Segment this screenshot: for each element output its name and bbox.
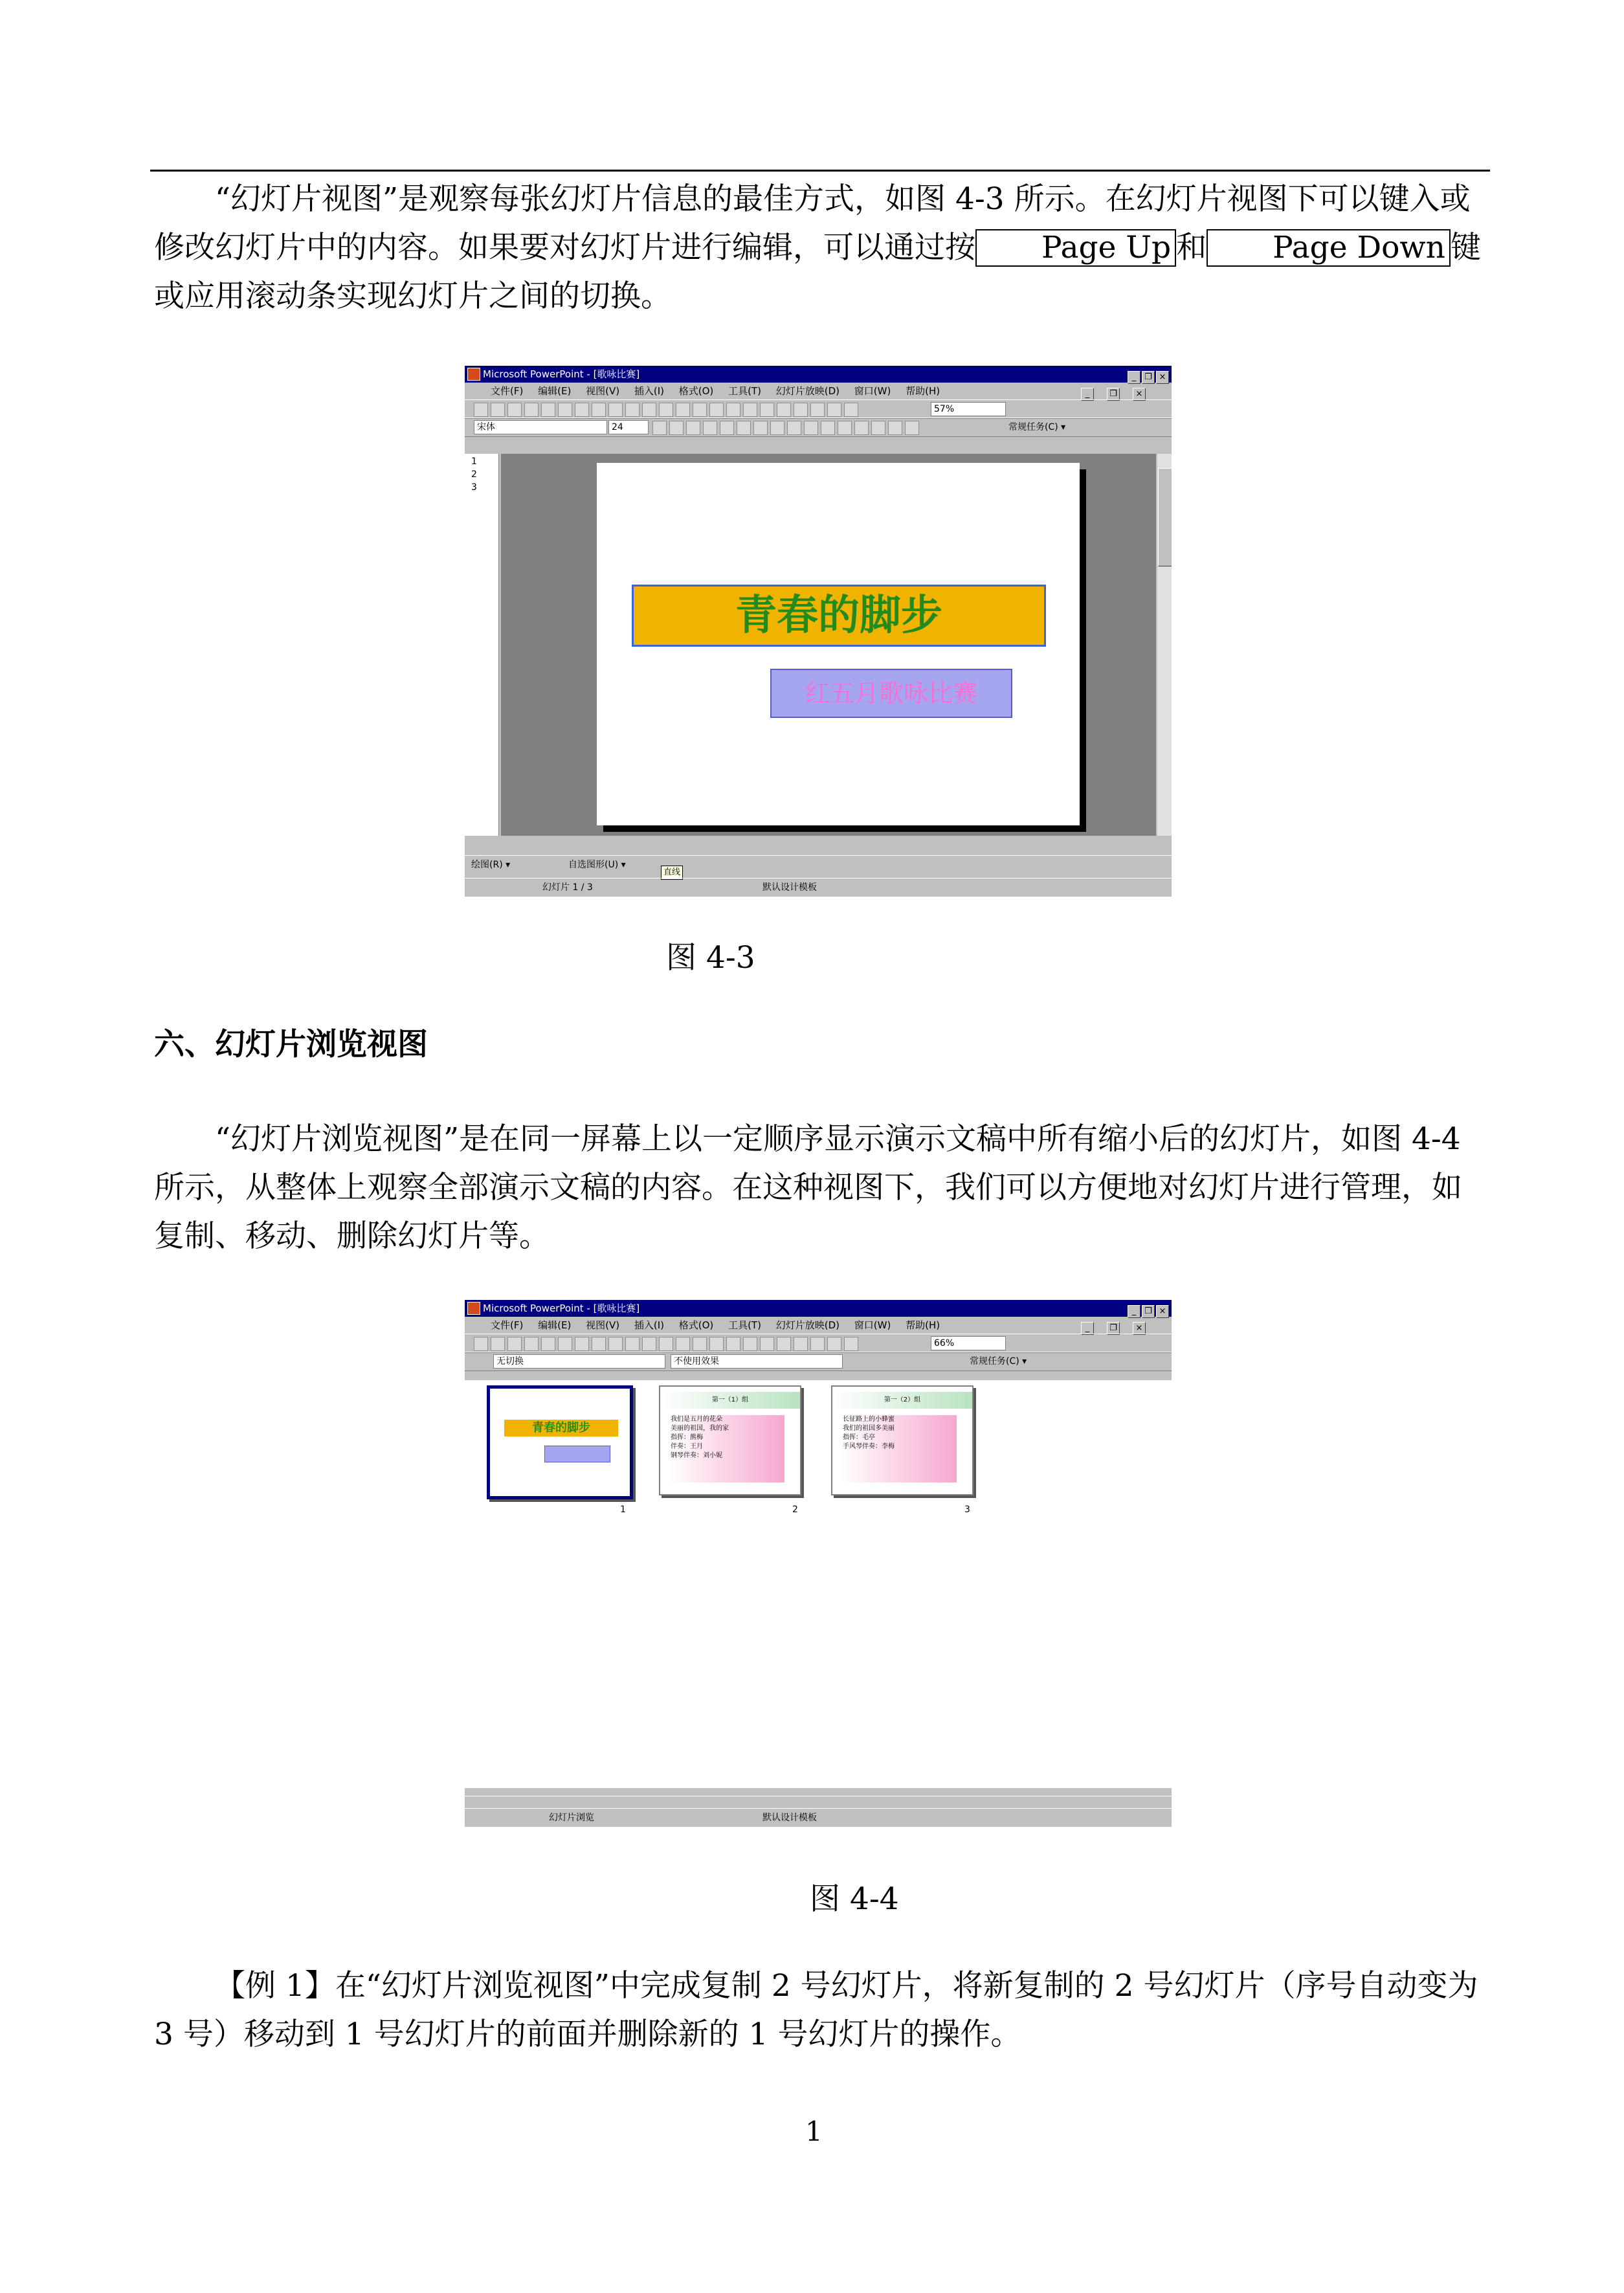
doc-close-icon[interactable]: × [1133,1322,1146,1335]
status-bar [465,878,1172,897]
drawing-toolbar [465,855,1172,874]
menu-slideshow[interactable]: 幻灯片放映(D) [775,385,840,397]
powerpoint-app-icon [467,1302,480,1315]
menu-tools[interactable]: 工具(T) [728,385,761,397]
outline-slide-number[interactable]: 3 [471,482,477,493]
formatting-toolbar-icons[interactable] [652,421,919,435]
slide-thumbnail-3[interactable] [831,1385,973,1495]
doc-restore-icon[interactable]: ❐ [1107,1322,1120,1335]
outline-slide-number[interactable]: 2 [471,469,477,480]
window-title: Microsoft PowerPoint - [歌咏比赛] [483,368,640,380]
doc-minimize-icon[interactable]: _ [1081,1322,1094,1335]
thumbnail-bullets [668,1415,784,1482]
bullet-item: 手风琴伴奏：李梅 [843,1443,895,1450]
bullet-item: 指挥：毛亭 [843,1434,875,1441]
outline-pane [465,454,499,836]
minimize-icon[interactable]: _ [1128,371,1140,384]
thumbnail-title: 青春的脚步 [504,1420,618,1437]
draw-menu[interactable]: 绘图(R) ▾ [471,860,511,870]
slide-subtitle-box[interactable]: 红五月歌咏比赛 [770,669,1012,718]
window-titlebar [465,1300,1172,1317]
menu-file[interactable]: 文件(F) [491,385,524,397]
paragraph-text: “幻灯片视图”是观察每张幻灯片信息的最佳方式，如图 4-3 所示。在幻灯片视图下可以键入或修改幻灯片中的内容。如果要对幻灯片进行编辑，可以通过按 [154,181,1471,265]
menu-view[interactable]: 视图(V) [586,1319,620,1331]
thumbnail-subtitle-box [544,1446,610,1462]
menu-edit[interactable]: 编辑(E) [538,385,572,397]
menu-help[interactable]: 帮助(H) [906,385,940,397]
bullet-item: 伴奏：王月 [671,1443,703,1450]
autoshapes-menu[interactable]: 自选图形(U) ▾ [568,860,626,870]
slide-thumbnail-1[interactable] [487,1385,633,1499]
tooltip: 直线 [661,866,683,880]
menu-bar [465,1317,1172,1334]
restore-icon[interactable]: ❐ [1142,1305,1155,1318]
bullet-item: 长征路上的小蜂蜜 [843,1416,895,1423]
close-icon[interactable]: × [1156,371,1169,384]
view-buttons-bar[interactable] [465,1796,1172,1809]
common-tasks-menu[interactable]: 常规任务(C) ▾ [970,1356,1027,1367]
standard-toolbar-icons[interactable] [474,403,858,417]
page-number: 1 [805,2116,823,2147]
menu-window[interactable]: 窗口(W) [854,385,891,397]
formatting-toolbar [465,418,1172,437]
menu-window[interactable]: 窗口(W) [854,1319,891,1331]
slide-canvas[interactable] [597,463,1080,825]
paragraph-sorter-view: “幻灯片浏览视图”是在同一屏幕上以一定顺序显示演示文稿中所有缩小后的幻灯片，如图 4-4 所示，从整体上观察全部演示文稿的内容。在这种视图下，我们可以方便地对幻灯片进行管理，如复制、移动、删除幻灯片等。 [154,1121,1462,1254]
paragraph-text: 和 [1176,230,1207,265]
figure-4-3-powerpoint-window [465,366,1172,897]
doc-minimize-icon[interactable]: _ [1081,388,1094,401]
restore-icon[interactable]: ❐ [1142,371,1155,384]
paragraph-slide-view [154,175,1491,320]
slide-workarea [501,454,1156,836]
status-view: 幻灯片浏览 [549,1813,594,1823]
vertical-scrollbar[interactable] [1157,454,1172,836]
window-titlebar [465,366,1172,383]
menu-slideshow[interactable]: 幻灯片放映(D) [775,1319,840,1331]
paragraph-example-1: 【例 1】在“幻灯片浏览视图”中完成复制 2 号幻灯片，将新复制的 2 号幻灯片（序号自动变为 3 号）移动到 1 号幻灯片的前面并删除新的 1 号幻灯片的操作。 [154,1968,1478,2052]
slide-title-box[interactable]: 青春的脚步 [632,585,1046,647]
effect-combo[interactable]: 不使用效果 [671,1354,843,1369]
menu-bar [465,383,1172,399]
doc-restore-icon[interactable]: ❐ [1107,388,1120,401]
transition-combo[interactable]: 无切换 [493,1354,665,1369]
status-bar [465,1808,1172,1827]
scrollbar-thumb[interactable] [1158,468,1172,566]
menu-help[interactable]: 帮助(H) [906,1319,940,1331]
zoom-combo[interactable]: 57% [931,402,1006,416]
figure-caption-4-4: 图 4-4 [810,1881,899,1917]
menu-format[interactable]: 格式(O) [678,1319,714,1331]
outline-slide-number[interactable]: 1 [471,456,477,467]
menu-format[interactable]: 格式(O) [678,385,714,397]
doc-close-icon[interactable]: × [1133,388,1146,401]
font-combo[interactable]: 宋体 [474,420,607,434]
bullet-item: 指挥：熊梅 [671,1434,703,1441]
menu-insert[interactable]: 插入(I) [634,385,664,397]
menu-view[interactable]: 视图(V) [586,385,620,397]
font-size-combo[interactable]: 24 [608,420,649,434]
status-template: 默认设计模板 [762,1813,817,1823]
menu-edit[interactable]: 编辑(E) [538,1319,572,1331]
key-page-up: Page Up [975,229,1176,267]
figure-caption-4-3: 图 4-3 [666,940,755,976]
status-template: 默认设计模板 [762,882,817,893]
slide-thumbnail-2[interactable] [659,1385,801,1495]
bullet-item: 我们的祖国多美丽 [843,1425,895,1432]
thumbnail-number: 2 [792,1504,798,1515]
close-icon[interactable]: × [1156,1305,1169,1318]
bullet-item: 我们是五月的花朵 [671,1416,722,1423]
slide-sorter-toolbar [465,1352,1172,1371]
powerpoint-app-icon [467,368,480,381]
slide-sorter-area [465,1380,1172,1788]
thumbnail-number: 3 [964,1504,970,1515]
zoom-combo[interactable]: 66% [931,1336,1006,1350]
common-tasks-menu[interactable]: 常规任务(C) ▾ [1008,422,1066,432]
thumbnail-number: 1 [620,1504,626,1515]
menu-insert[interactable]: 插入(I) [634,1319,664,1331]
menu-file[interactable]: 文件(F) [491,1319,524,1331]
bullet-item: 钢琴伴奏：刘小妮 [671,1452,722,1459]
section-heading: 六、幻灯片浏览视图 [154,1027,428,1062]
figure-4-4-powerpoint-window [465,1300,1172,1827]
window-title: Microsoft PowerPoint - [歌咏比赛] [483,1303,640,1314]
key-page-down: Page Down [1207,229,1451,267]
paragraph-text: 键或应用滚动条实现幻灯片之间的切换。 [154,230,1481,314]
thumbnail-heading: 第一（1）组 [660,1392,800,1409]
standard-toolbar-icons[interactable] [474,1337,858,1351]
standard-toolbar [465,1334,1172,1353]
thumbnail-bullets [840,1415,957,1482]
standard-toolbar [465,399,1172,419]
header-rule [150,170,1490,172]
thumbnail-heading: 第一（2）组 [832,1392,972,1409]
status-slide-count: 幻灯片 1 / 3 [542,882,593,893]
menu-tools[interactable]: 工具(T) [728,1319,761,1331]
minimize-icon[interactable]: _ [1128,1305,1140,1318]
bullet-item: 美丽的祖国，我的家 [671,1425,729,1432]
